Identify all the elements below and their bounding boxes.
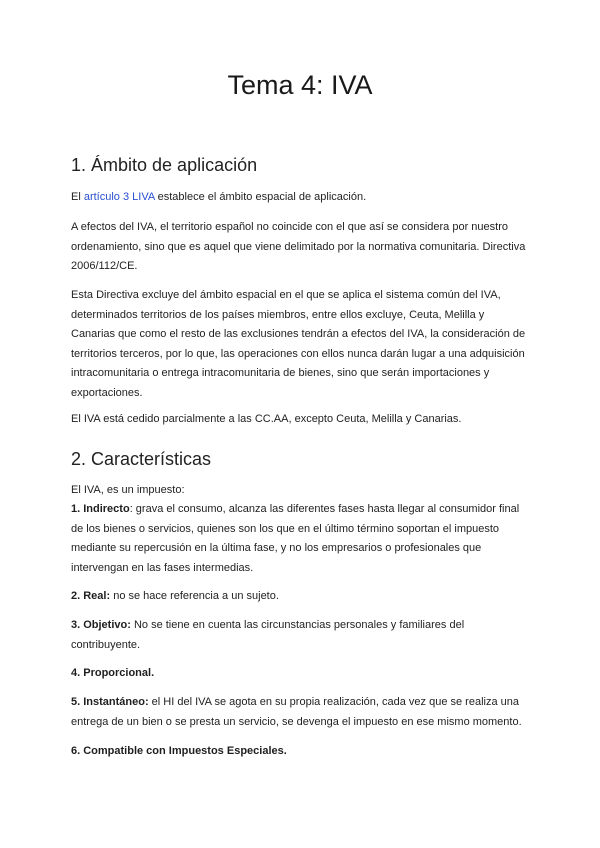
characteristic-item-instantaneo (71, 693, 531, 732)
characteristic-item-proporcional (71, 664, 531, 684)
characteristic-label: 6. Compatible con Impuestos Especiales. (71, 745, 287, 757)
characteristic-item-objetivo (71, 616, 531, 655)
characteristic-text: el HI del IVA se agota en su propia realización, cada vez que se realiza una entrega de un bien o se presta un servicio, se devenga el impuesto en ese mismo momento. (71, 696, 522, 728)
characteristics-intro: El IVA, es un impuesto: (71, 484, 185, 496)
characteristic-label: 2. Real: (71, 590, 111, 602)
characteristic-label: 5. Instantáneo: (71, 696, 149, 708)
characteristic-label: 1. Indirecto (71, 503, 130, 515)
characteristic-text: No se tiene en cuenta las circunstancias personales y familiares del contribuyente. (71, 619, 465, 651)
paragraph-articulo-prefix: El (71, 191, 84, 203)
section-heading-ambito: 1. Ámbito de aplicación (71, 155, 258, 175)
paragraph-articulo-suffix: establece el ámbito espacial de aplicación. (154, 191, 367, 203)
paragraph-cedido: El IVA está cedido parcialmente a las CC.AA, excepto Ceuta, Melilla y Canarias. (71, 413, 462, 425)
characteristic-label: 3. Objetivo: (71, 619, 131, 631)
characteristic-item-compatible (71, 742, 531, 762)
paragraph-territorio: A efectos del IVA, el territorio español no coincide con el que así se considera por nuestro ordenamiento, sino que es aquel que viene delimitado por la normativa comunitaria. Directiva 2006/112/CE. (71, 221, 526, 272)
paragraph-directiva: Esta Directiva excluye del ámbito espacial en el que se aplica el sistema común del IVA, determinados territorios de los países miembros, entre ellos excluye, Ceuta, Melilla y Canarias que como el resto de las exclusiones tendrán a efectos del IVA, la consideración de territorios terceros, por lo que, las operaciones con ellos nunca darán lugar a una adquisición intracomunitaria o entrega intracomunitaria de bienes, sino que serán importaciones y exportaciones. (71, 289, 526, 399)
characteristic-text: no se hace referencia a un sujeto. (110, 590, 279, 602)
characteristic-item-indirecto (71, 500, 531, 578)
page-title: Tema 4: IVA (227, 70, 373, 100)
articulo-3-liva-link[interactable]: artículo 3 LIVA (83, 191, 155, 203)
characteristic-label: 4. Proporcional. (71, 667, 155, 679)
section-heading-caracteristicas: 2. Características (71, 449, 212, 469)
paragraph-articulo (71, 188, 531, 208)
characteristic-text: : grava el consumo, alcanza las diferentes fases hasta llegar al consumidor final de los bienes o servicios, quienes son los que en el último término soportan el impuesto mediante su repercusión en la última fase, y no los empresarios o profesionales que intervengan en las fases intermedias. (71, 503, 520, 574)
characteristic-item-real (71, 587, 531, 607)
